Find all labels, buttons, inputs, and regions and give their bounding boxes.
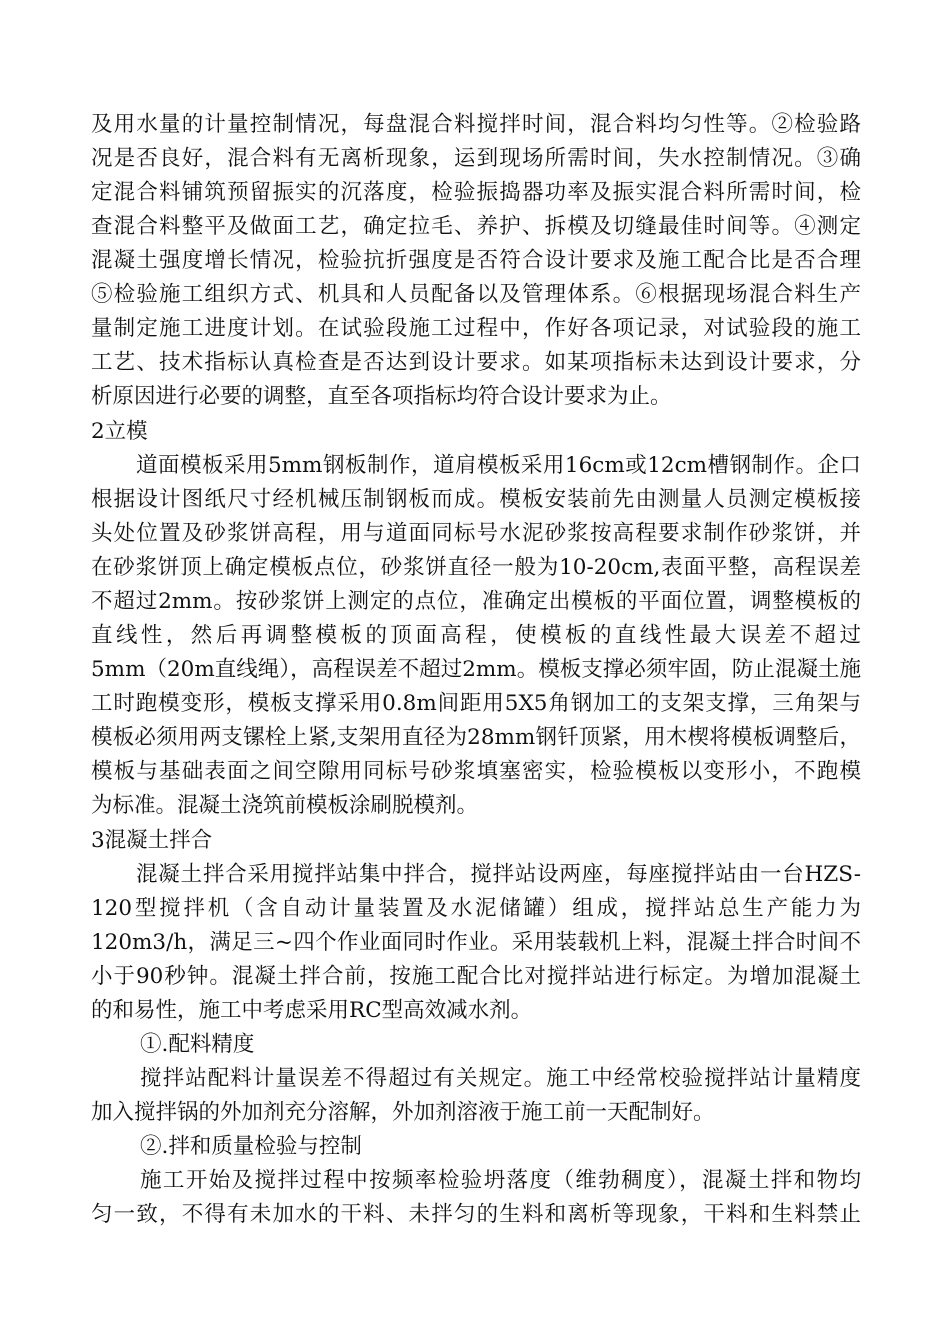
text-line: 工时跑模变形，模板支撑采用0.8m间距用5X5角钢加工的支架支撑，三角架与: [91, 691, 861, 716]
subsection-heading: ②.拌和质量检验与控制: [140, 1134, 362, 1159]
text-line: 况是否良好，混合料有无离析现象，运到现场所需时间，失水控制情况。③确: [91, 146, 861, 171]
paragraph-first-line: 施工开始及搅拌过程中按频率检验坍落度（维勃稠度），混凝土拌和物均: [140, 1168, 861, 1193]
text-line: 量制定施工进度计划。在试验段施工过程中，作好各项记录，对试验段的施工: [91, 316, 861, 341]
text-line: 头处位置及砂浆饼高程，用与道面同标号水泥砂浆按高程要求制作砂浆饼，并: [91, 521, 861, 546]
text-line: 工艺、技术指标认真检查是否达到设计要求。如某项指标未达到设计要求，分: [91, 350, 861, 375]
text-line: 根据设计图纸尺寸经机械压制钢板而成。模板安装前先由测量人员测定模板接: [91, 487, 861, 512]
text-line: 混凝土强度增长情况，检验抗折强度是否符合设计要求及施工配合比是否合理: [91, 248, 861, 273]
paragraph-first-line: 道面模板采用5mm钢板制作，道肩模板采用16cm或12cm槽钢制作。企口: [136, 453, 861, 478]
text-line: 不超过2mm。按砂浆饼上测定的点位，准确定出模板的平面位置，调整模板的: [91, 589, 861, 614]
text-line: 120型搅拌机（含自动计量装置及水泥储罐）组成，搅拌站总生产能力为: [91, 896, 861, 921]
section-heading: 3混凝土拌合: [91, 828, 213, 853]
text-line: 及用水量的计量控制情况，每盘混合料搅拌时间，混合料均匀性等。②检验路: [91, 112, 861, 137]
text-line: 小于90秒钟。混凝土拌合前，按施工配合比对搅拌站进行标定。为增加混凝土: [91, 964, 861, 989]
text-line: 定混合料铺筑预留振实的沉落度，检验振捣器功率及振实混合料所需时间，检: [91, 180, 861, 205]
text-line: 析原因进行必要的调整，直至各项指标均符合设计要求为止。: [91, 384, 672, 409]
text-line: 的和易性，施工中考虑采用RC型高效减水剂。: [91, 998, 533, 1023]
section-heading: 2立模: [91, 419, 148, 444]
text-line: 在砂浆饼顶上确定模板点位，砂浆饼直径一般为10-20cm,表面平整，高程误差: [91, 555, 861, 580]
text-line: ⑤检验施工组织方式、机具和人员配备以及管理体系。⑥根据现场混合料生产: [91, 282, 861, 307]
paragraph-first-line: 搅拌站配料计量误差不得超过有关规定。施工中经常校验搅拌站计量精度: [140, 1066, 861, 1091]
text-line: 直线性，然后再调整模板的顶面高程，使模板的直线性最大误差不超过: [91, 623, 861, 648]
subsection-heading: ①.配料精度: [140, 1032, 255, 1057]
text-line: 5mm（20m直线绳），高程误差不超过2mm。模板支撑必须牢固，防止混凝土施: [91, 657, 861, 682]
text-line: 模板与基础表面之间空隙用同标号砂浆填塞密实，检验模板以变形小，不跑模: [91, 759, 861, 784]
text-line: 匀一致，不得有未加水的干料、未拌匀的生料和离析等现象，干料和生料禁止: [91, 1202, 861, 1227]
text-line: 120m3/h，满足三~四个作业面同时作业。采用装载机上料，混凝土拌合时间不: [91, 930, 861, 955]
text-line: 查混合料整平及做面工艺，确定拉毛、养护、拆模及切缝最佳时间等。④测定: [91, 214, 861, 239]
text-line: 加入搅拌锅的外加剂充分溶解，外加剂溶液于施工前一天配制好。: [91, 1100, 715, 1125]
paragraph-first-line: 混凝土拌合采用搅拌站集中拌合，搅拌站设两座，每座搅拌站由一台HZS-: [136, 862, 861, 887]
text-line: 为标准。混凝土浇筑前模板涂刷脱模剂。: [91, 793, 479, 818]
text-line: 模板必须用两支镙栓上紧,支架用直径为28mm钢钎顶紧，用木楔将模板调整后，: [91, 725, 861, 750]
